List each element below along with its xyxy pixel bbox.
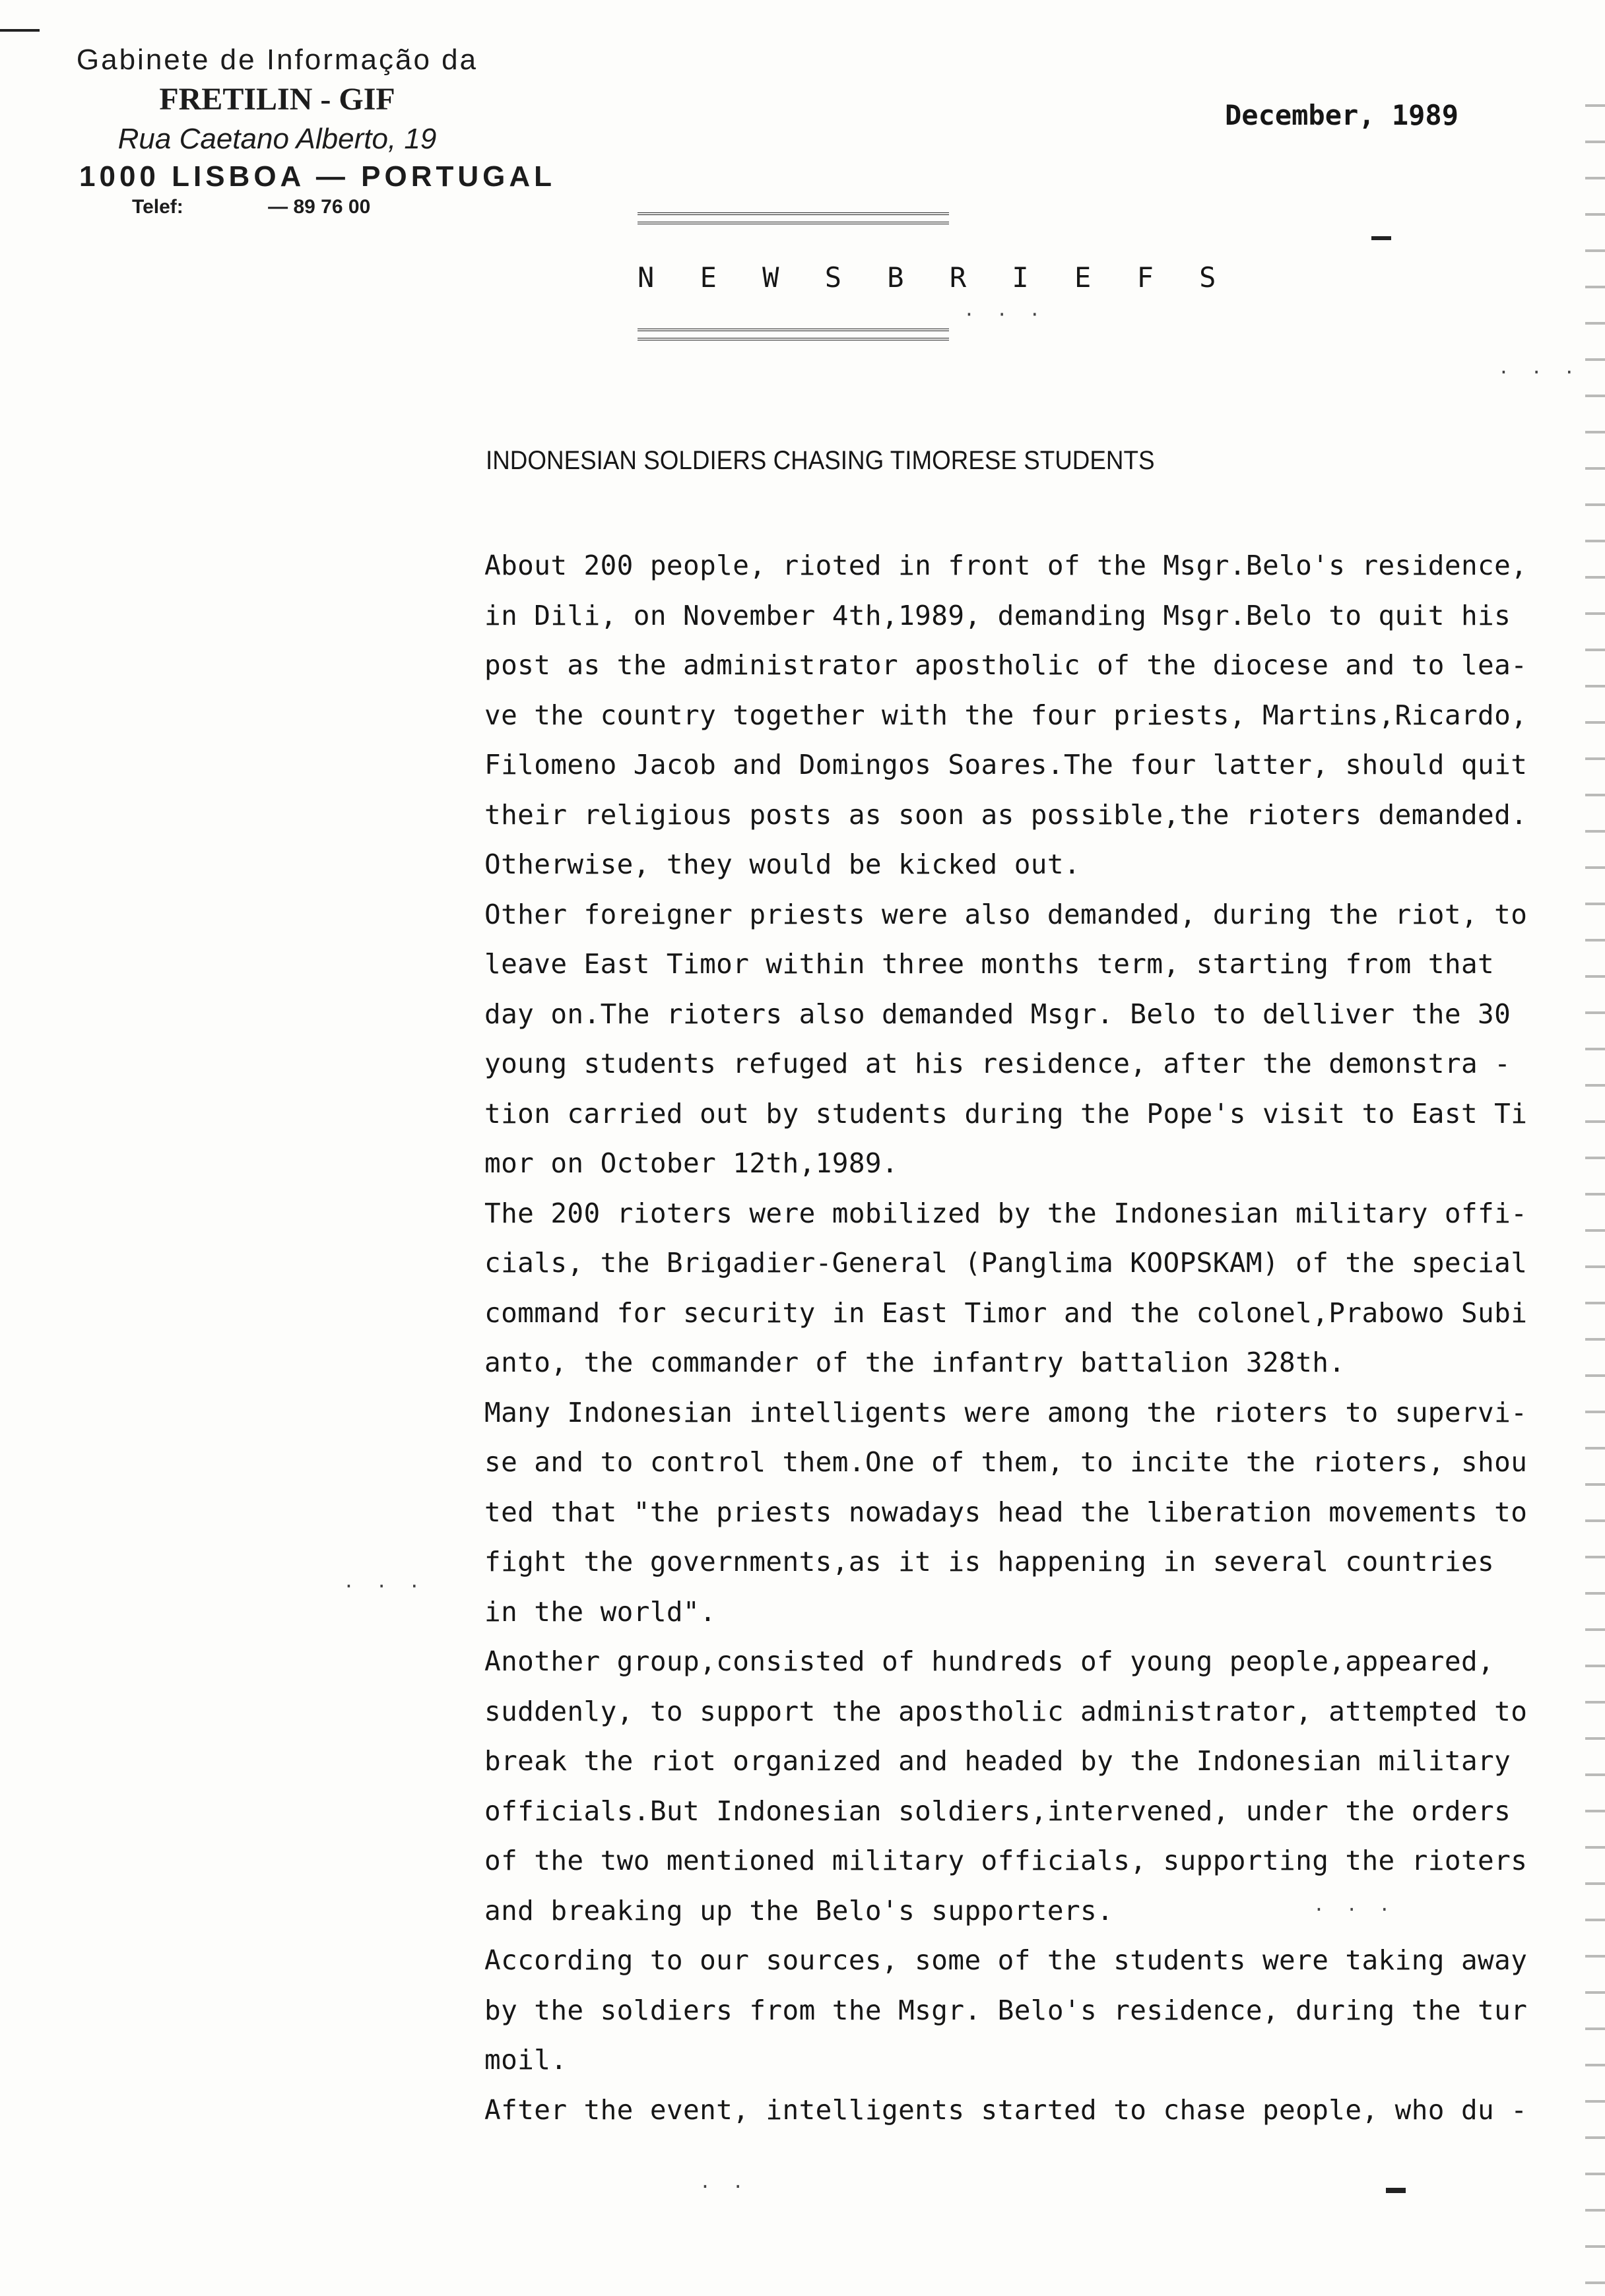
body-line: in Dili, on November 4th,1989, demanding Msgr.Belo to quit his — [484, 599, 1511, 631]
body-line: ve the country together with the four priests, Martins,Ricardo, — [484, 699, 1528, 731]
letterhead-street: Rua Caetano Alberto, 19 — [117, 123, 437, 155]
body-line: The 200 rioters were mobilized by the Indonesian military offi- — [484, 1197, 1528, 1229]
scan-speck: · · · — [964, 303, 1046, 325]
section-title: N E W S B R I E F S — [638, 261, 1231, 294]
body-line: of the two mentioned military officials, supporting the rioters — [484, 1845, 1528, 1876]
body-line: suddenly, to support the apostholic administrator, attempted to — [484, 1695, 1528, 1727]
body-line: their religious posts as soon as possible,the rioters demanded. — [484, 798, 1528, 831]
body-line: officials.But Indonesian soldiers,intervened, under the orders — [484, 1795, 1511, 1827]
article-headline: INDONESIAN SOLDIERS CHASING TIMORESE STUDENTS — [486, 446, 1155, 475]
letterhead-office: Gabinete de Informação da — [76, 44, 478, 76]
body-line: young students refuged at his residence, after the demonstra - — [484, 1048, 1511, 1079]
title-rule-bottom — [638, 329, 949, 340]
body-line: About 200 people, rioted in front of the Msgr.Belo's residence, — [484, 550, 1528, 581]
body-line: command for security in East Timor and the colonel,Prabowo Subi — [484, 1296, 1528, 1329]
scan-speck: . . . — [343, 1570, 426, 1592]
body-line: se and to control them.One of them, to incite the rioters, shou — [484, 1446, 1528, 1478]
scan-speck: . . . — [1498, 356, 1581, 378]
body-line: Filomeno Jacob and Domingos Soares.The four latter, should quit — [484, 749, 1528, 781]
phone-number: — 89 76 00 — [268, 196, 371, 218]
scan-mark — [1371, 236, 1391, 240]
letterhead-phone — [26, 195, 528, 219]
body-line: fight the governments,as it is happening in several countries — [484, 1546, 1495, 1578]
body-line: day on.The rioters also demanded Msgr. Belo to delliver the 30 — [484, 998, 1511, 1030]
letterhead-stamp — [26, 41, 556, 219]
body-line: by the soldiers from the Msgr. Belo's residence, during the tur — [484, 1994, 1528, 2026]
body-line: mor on October 12th,1989. — [484, 1147, 899, 1179]
body-line: post as the administrator apostholic of the diocese and to lea- — [484, 649, 1528, 681]
body-line: leave East Timor within three months term, starting from that — [484, 948, 1495, 980]
body-line: break the riot organized and headed by the Indonesian military — [484, 1745, 1511, 1777]
letterhead-city: 1000 LISBOA — PORTUGAL — [79, 160, 556, 193]
body-line: According to our sources, some of the students were taking away — [484, 1944, 1528, 1976]
body-line: and breaking up the Belo's supporters. — [484, 1894, 1114, 1927]
body-line: Another group,consisted of hundreds of young people,appeared, — [484, 1645, 1495, 1677]
body-line: tion carried out by students during the Pope's visit to East Ti — [484, 1097, 1528, 1130]
document-date: December, 1989 — [1225, 99, 1459, 131]
title-rule-top — [638, 212, 949, 224]
scan-speck: . . . — [1313, 1894, 1396, 1915]
scan-mark — [1386, 2188, 1406, 2193]
body-line: After the event, intelligents started to chase people, who du - — [484, 2093, 1528, 2126]
body-line: in the world". — [484, 1595, 717, 1628]
body-line: Otherwise, they would be kicked out. — [484, 848, 1081, 880]
body-line: ted that "the priests nowadays head the liberation movements to — [484, 1496, 1528, 1528]
body-line: anto, the commander of the infantry battalion 328th. — [484, 1347, 1346, 1378]
scan-edge-noise — [1585, 92, 1605, 2296]
scan-mark — [0, 29, 40, 32]
body-line: Many Indonesian intelligents were among the rioters to supervi- — [484, 1396, 1528, 1428]
body-line: Other foreigner priests were also demanded, during the riot, to — [484, 898, 1528, 930]
letterhead-organization: FRETILIN - GIF — [159, 82, 395, 117]
phone-label: Telef: — [132, 196, 183, 218]
scan-speck: . . — [700, 2171, 749, 2192]
body-line: moil. — [484, 2044, 568, 2076]
body-line: cials, the Brigadier-General (Panglima KOOPSKAM) of the special — [484, 1247, 1528, 1279]
